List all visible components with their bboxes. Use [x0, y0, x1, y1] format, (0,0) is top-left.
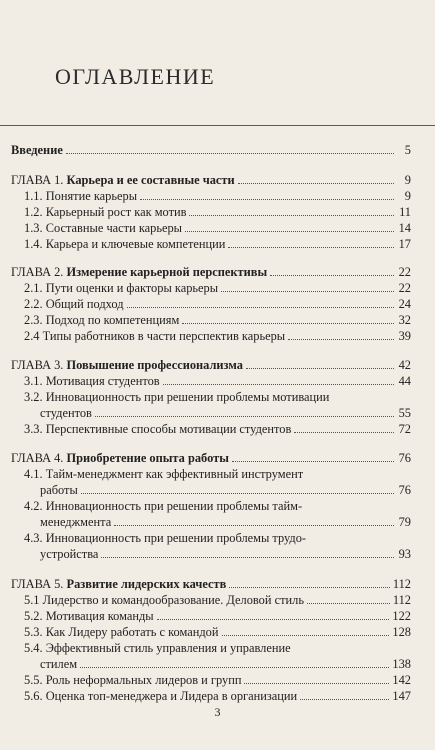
dot-leader [66, 143, 394, 154]
toc-chapter-5[interactable] [0, 576, 435, 592]
dot-leader [182, 313, 394, 324]
toc-entry-intro[interactable] [0, 142, 435, 158]
toc-entry[interactable]: 2.4 Типы работников в части перспектив карьеры 39 [24, 329, 411, 343]
toc-entry-continuation[interactable]: менеджмента 79 [40, 515, 411, 529]
toc-entry-text: Введение [11, 143, 63, 157]
toc-entry[interactable]: 2.1. Пути оценки и факторы карьеры 22 [24, 281, 411, 295]
dot-leader [185, 221, 394, 232]
toc-entry[interactable]: 1.3. Составные части карьеры 14 [24, 221, 411, 235]
chapter-title: Карьера и ее составные части [66, 173, 235, 187]
toc-page-number: 42 [398, 358, 411, 372]
toc-chapter-2[interactable] [0, 264, 435, 280]
toc-entry[interactable]: 1.1. Понятие карьеры 9 [24, 189, 411, 203]
toc-entry[interactable]: 2.2. Общий подход 24 [24, 297, 411, 311]
dot-leader [229, 577, 390, 588]
toc-entry[interactable]: 3.3. Перспективные способы мотивации студентов 72 [24, 422, 411, 436]
toc-entry[interactable]: 1.4. Карьера и ключевые компетенции 17 [24, 237, 411, 251]
chapter-label: ГЛАВА 1. [11, 173, 64, 187]
toc-entry[interactable]: 5.1 Лидерство и командообразование. Деловой стиль 112 [24, 593, 411, 607]
toc-entry[interactable]: 5.6. Оценка топ-менеджера и Лидера в организации 147 [24, 689, 411, 703]
dot-leader [294, 422, 394, 433]
toc-entry[interactable]: 4.2. Инновационность при решении проблемы тайм- [24, 499, 303, 513]
toc-entry-continuation[interactable]: стилем 138 [40, 657, 411, 671]
toc-entry-continuation[interactable]: работы 76 [40, 483, 411, 497]
toc-entry[interactable]: 5.2. Мотивация команды 122 [24, 609, 411, 623]
toc-entry-continuation[interactable]: устройства 93 [40, 547, 411, 561]
title-rule [0, 125, 435, 126]
toc-page-number: 5 [404, 143, 411, 157]
dot-leader [270, 265, 394, 276]
dot-leader [189, 205, 394, 216]
toc-entry[interactable]: 5.4. Эффективный стиль управления и управление [24, 641, 291, 655]
chapter-title: Измерение карьерной перспективы [66, 265, 268, 279]
page-number: 3 [214, 705, 221, 719]
toc-entry[interactable]: 4.1. Тайм-менеджмент как эффективный инструмент [24, 467, 304, 481]
dot-leader [222, 625, 390, 636]
toc-entry-continuation[interactable]: студентов 55 [40, 406, 411, 420]
toc-page-number: 9 [404, 173, 411, 187]
dot-leader [300, 689, 389, 700]
toc-entry[interactable]: 3.1. Мотивация студентов 44 [24, 374, 411, 388]
dot-leader [246, 358, 394, 369]
toc-chapter-1[interactable] [0, 172, 435, 188]
dot-leader [228, 237, 394, 248]
dot-leader [127, 297, 395, 308]
chapter-title: Повышение профессионализма [66, 358, 243, 372]
toc-entry[interactable]: 1.2. Карьерный рост как мотив 11 [24, 205, 411, 219]
dot-leader [307, 593, 390, 604]
dot-leader [163, 374, 394, 385]
dot-leader [101, 547, 394, 558]
toc-page-number: 76 [398, 451, 411, 465]
dot-leader [81, 483, 394, 494]
toc-entry[interactable]: 3.2. Инновационность при решении проблемы мотивации [24, 390, 330, 404]
dot-leader [80, 657, 389, 668]
toc-entry[interactable]: 5.5. Роль неформальных лидеров и групп 142 [24, 673, 411, 687]
chapter-label: ГЛАВА 5. [11, 577, 64, 591]
toc-entry[interactable]: 4.3. Инновационность при решении проблемы трудо- [24, 531, 307, 545]
toc-page-number: 112 [392, 577, 411, 591]
chapter-title: Развитие лидерских качеств [66, 577, 227, 591]
chapter-label: ГЛАВА 2. [11, 265, 64, 279]
toc-chapter-3[interactable] [0, 357, 435, 373]
toc-page-number: 22 [398, 265, 411, 279]
dot-leader [140, 189, 394, 200]
toc-entry[interactable]: 2.3. Подход по компетенциям 32 [24, 313, 411, 327]
dot-leader [95, 406, 394, 417]
dot-leader [157, 609, 390, 620]
dot-leader [114, 515, 394, 526]
toc-chapter-4[interactable] [0, 450, 435, 466]
chapter-title: Приобретение опыта работы [66, 451, 229, 465]
page-title: ОГЛАВЛЕНИЕ [55, 64, 216, 89]
dot-leader [288, 329, 394, 340]
dot-leader [232, 451, 394, 462]
dot-leader [244, 673, 389, 684]
chapter-label: ГЛАВА 3. [11, 358, 64, 372]
chapter-label: ГЛАВА 4. [11, 451, 64, 465]
dot-leader [238, 173, 394, 184]
toc-entry[interactable]: 5.3. Как Лидеру работать с командой 128 [24, 625, 411, 639]
dot-leader [221, 281, 394, 292]
